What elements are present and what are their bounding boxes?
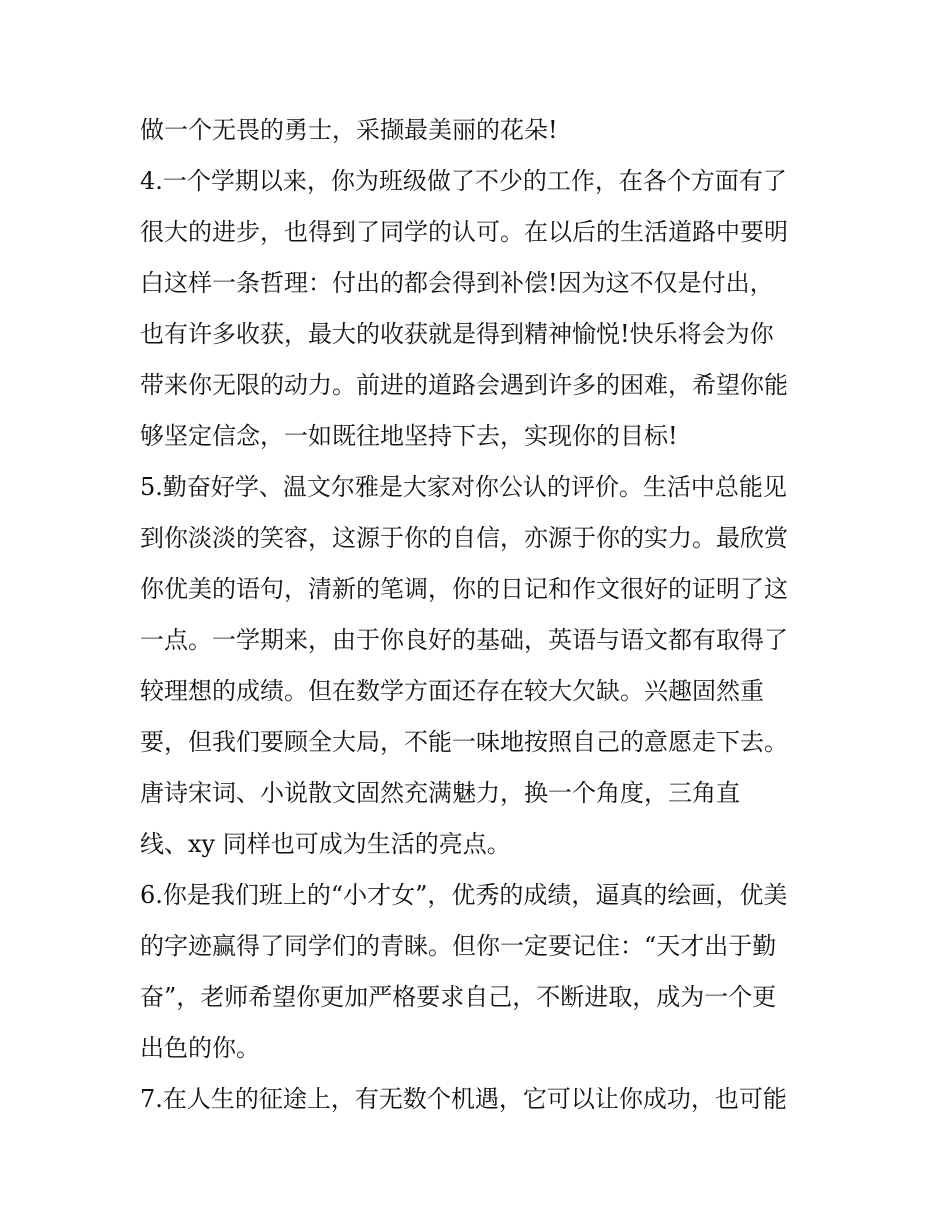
text-line: 5.勤奋好学、温文尔雅是大家对你公认的评价。生活中总能见 bbox=[140, 473, 787, 501]
text-line: 7.在人生的征途上，有无数个机遇，它可以让你成功，也可能 bbox=[140, 1085, 787, 1113]
text-line: 较理想的成绩。但在数学方面还存在较大欠缺。兴趣固然重 bbox=[140, 677, 764, 705]
text-line: 也有许多收获，最大的收获就是得到精神愉悦!快乐将会为你 bbox=[140, 320, 774, 348]
text-line: 你优美的语句，清新的笔调，你的日记和作文很好的证明了这 bbox=[140, 575, 788, 603]
text-line: 4.一个学期以来，你为班级做了不少的工作，在各个方面有了 bbox=[140, 167, 787, 195]
text-line: 够坚定信念，一如既往地坚持下去，实现你的目标! bbox=[140, 422, 678, 450]
text-line: 的字迹赢得了同学们的青睐。但你一定要记住：“天才出于勤 bbox=[140, 932, 777, 960]
text-line: 奋”，老师希望你更加严格要求自己，不断进取，成为一个更 bbox=[140, 983, 777, 1011]
text-line: 6.你是我们班上的“小才女”，优秀的成绩，逼真的绘画，优美 bbox=[140, 881, 788, 909]
text-line: 白这样一条哲理：付出的都会得到补偿!因为这不仅是付出， bbox=[140, 269, 774, 297]
document-body bbox=[140, 105, 820, 1125]
text-line: 要，但我们要顾全大局，不能一味地按照自己的意愿走下去。 bbox=[140, 728, 788, 756]
text-line: 唐诗宋词、小说散文固然充满魅力，换一个角度，三角直 bbox=[140, 779, 740, 807]
text-line: 出色的你。 bbox=[140, 1034, 260, 1062]
text-line: 一点。一学期来，由于你良好的基础，英语与语文都有取得了 bbox=[140, 626, 788, 654]
text-line: 做一个无畏的勇士，采撷最美丽的花朵! bbox=[140, 116, 558, 144]
text-line: 带来你无限的动力。前进的道路会遇到许多的困难，希望你能 bbox=[140, 371, 788, 399]
text-line: 到你淡淡的笑容，这源于你的自信，亦源于你的实力。最欣赏 bbox=[140, 524, 788, 552]
text-line: 线、xy 同样也可成为生活的亮点。 bbox=[140, 830, 511, 858]
text-line: 很大的进步，也得到了同学的认可。在以后的生活道路中要明 bbox=[140, 218, 788, 246]
